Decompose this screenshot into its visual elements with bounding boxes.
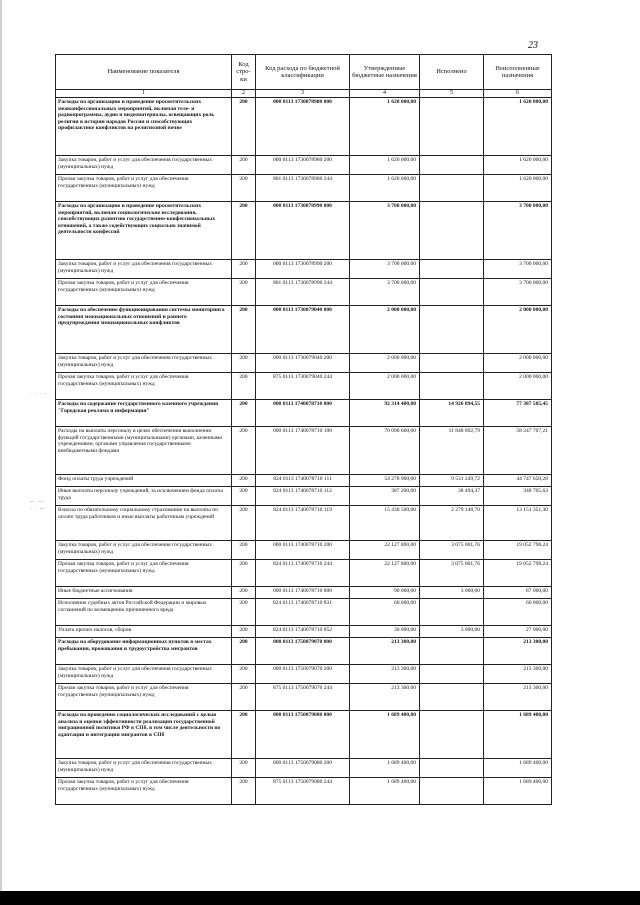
- cell-name: Расходы на обеспечение функционирования системы мониторинга состояния межнациональных отношений и раннего предупреждения межнациональных конфликтов: [56, 306, 232, 354]
- cell-name: Иные выплаты персоналу учреждений, за исключением фонда оплаты труда: [56, 487, 232, 506]
- cell-expense-code: 000 0113 1740078710 800: [256, 587, 350, 599]
- column-number: 2: [232, 90, 256, 98]
- column-number: 5: [420, 90, 484, 98]
- cell-approved: 2 000 000,00: [350, 373, 420, 400]
- cell-executed: [420, 665, 484, 684]
- cell-line-code: 200: [232, 98, 256, 156]
- page-number: 23: [528, 40, 538, 51]
- table-body: [56, 98, 552, 805]
- cell-executed: [420, 260, 484, 279]
- cell-unexecuted: 13 151 351,30: [484, 506, 552, 541]
- table-row: [56, 506, 552, 541]
- cell-executed: [420, 373, 484, 400]
- cell-approved: 3 700 000,00: [350, 202, 420, 260]
- cell-executed: [420, 279, 484, 306]
- cell-unexecuted: 3 700 000,00: [484, 260, 552, 279]
- cell-executed: 9 531 249,72: [420, 475, 484, 487]
- cell-approved: 1 620 000,00: [350, 98, 420, 156]
- header-line-code: Код стро-ки: [232, 55, 256, 90]
- cell-unexecuted: 1 689 400,00: [484, 759, 552, 778]
- cell-approved: 30 000,00: [350, 626, 420, 638]
- column-number: 6: [484, 90, 552, 98]
- table-row: [56, 400, 552, 427]
- cell-executed: [420, 156, 484, 175]
- cell-approved: 54 278 900,00: [350, 475, 420, 487]
- budget-report-table: [55, 54, 552, 805]
- cell-approved: 22 127 800,00: [350, 560, 420, 587]
- header-expense-code: Код расхода по бюджетной классификации: [256, 55, 350, 90]
- cell-executed: 14 926 894,55: [420, 400, 484, 427]
- cell-approved: 70 096 600,00: [350, 427, 420, 475]
- table-row: [56, 778, 552, 805]
- cell-approved: 2 000 000,00: [350, 354, 420, 373]
- cell-line-code: 200: [232, 626, 256, 638]
- cell-executed: 2 279 148,70: [420, 506, 484, 541]
- cell-approved: 22 127 800,00: [350, 541, 420, 560]
- cell-expense-code: 875 0113 1750079080 244: [256, 778, 350, 805]
- cell-line-code: 200: [232, 665, 256, 684]
- margin-mark: — —: [30, 500, 45, 505]
- cell-executed: [420, 354, 484, 373]
- cell-line-code: 200: [232, 279, 256, 306]
- cell-approved: 1 620 000,00: [350, 156, 420, 175]
- cell-expense-code: 801 0113 1730078990 244: [256, 279, 350, 306]
- cell-unexecuted: 348 705,63: [484, 487, 552, 506]
- cell-unexecuted: 60 000,00: [484, 599, 552, 626]
- cell-expense-code: 000 0113 1730078980 200: [256, 156, 350, 175]
- cell-line-code: 200: [232, 427, 256, 475]
- table-row: [56, 427, 552, 475]
- cell-name: Закупка товаров, работ и услуг для обеспечения государственных (муниципальных) нужд: [56, 759, 232, 778]
- cell-executed: [420, 638, 484, 665]
- cell-executed: [420, 202, 484, 260]
- cell-expense-code: 000 0113 1750079070 000: [256, 638, 350, 665]
- cell-name: Расходы на проведение социологических исследований с целью анализа и оценки эффективности реализации государственной миграционной политики РФ в СПб, в том числе деятельности по адаптации и интеграции мигрантов в СПб: [56, 711, 232, 759]
- table-row: [56, 487, 552, 506]
- cell-name: Исполнение судебных актов Российской Федерации и мировых соглашений по возмещению причиненного вреда: [56, 599, 232, 626]
- scan-bottom-edge: [0, 891, 640, 905]
- cell-expense-code: 801 0113 1730078980 244: [256, 175, 350, 202]
- cell-unexecuted: 87 000,00: [484, 587, 552, 599]
- cell-line-code: 200: [232, 487, 256, 506]
- table-row: [56, 306, 552, 354]
- report-table-container: [55, 54, 551, 805]
- cell-expense-code: 824 0113 1740078710 244: [256, 560, 350, 587]
- cell-name: Фонд оплаты труда учреждений: [56, 475, 232, 487]
- cell-line-code: 200: [232, 400, 256, 427]
- cell-approved: 1 689 400,00: [350, 778, 420, 805]
- header-approved: Утвержденные бюджетные назначения: [350, 55, 420, 90]
- cell-name: Расходы на организацию и проведение просветительских мероприятий, включая социологические исследования, способствующих развитию государственно-конфессиональных отношений, а также содействующих социально значимой деятельности конфессий: [56, 202, 232, 260]
- table-row: [56, 599, 552, 626]
- cell-executed: 3 000,00: [420, 626, 484, 638]
- cell-executed: [420, 759, 484, 778]
- table-row: [56, 260, 552, 279]
- cell-executed: [420, 711, 484, 759]
- cell-executed: [420, 175, 484, 202]
- cell-approved: 1 689 400,00: [350, 711, 420, 759]
- cell-line-code: 200: [232, 587, 256, 599]
- table-row: [56, 560, 552, 587]
- table-row: [56, 373, 552, 400]
- cell-line-code: 200: [232, 711, 256, 759]
- cell-executed: [420, 98, 484, 156]
- cell-expense-code: 824 0113 1740078710 112: [256, 487, 350, 506]
- cell-expense-code: 000 0113 1740078710 100: [256, 427, 350, 475]
- cell-line-code: 200: [232, 354, 256, 373]
- cell-approved: 15 430 500,00: [350, 506, 420, 541]
- table-row: [56, 759, 552, 778]
- cell-approved: 92 314 400,00: [350, 400, 420, 427]
- cell-approved: 1 620 000,00: [350, 175, 420, 202]
- cell-line-code: 200: [232, 684, 256, 711]
- cell-executed: 3 075 001,76: [420, 541, 484, 560]
- cell-expense-code: 000 0113 1750079080 200: [256, 759, 350, 778]
- table-row: [56, 202, 552, 260]
- table-row: [56, 279, 552, 306]
- cell-name: Расходы на организацию и проведение просветительских межконфессиональных мероприятий, включая теле- и радиопрограммы, аудио и видеоматериалы, освещающих роль религии в истории народов России и способствующих профилактике конфликтов на религиозной почве: [56, 98, 232, 156]
- cell-unexecuted: 1 689 400,00: [484, 778, 552, 805]
- cell-unexecuted: 19 052 798,24: [484, 541, 552, 560]
- table-row: [56, 98, 552, 156]
- table-row: [56, 665, 552, 684]
- cell-executed: 3 075 001,76: [420, 560, 484, 587]
- cell-unexecuted: 44 747 650,28: [484, 475, 552, 487]
- cell-executed: [420, 306, 484, 354]
- cell-unexecuted: 19 052 798,24: [484, 560, 552, 587]
- cell-unexecuted: 213 300,00: [484, 638, 552, 665]
- cell-expense-code: 000 0113 1730079040 000: [256, 306, 350, 354]
- cell-expense-code: 000 0113 1740078710 200: [256, 541, 350, 560]
- cell-name: Закупка товаров, работ и услуг для обеспечения государственных (муниципальных) нужд: [56, 665, 232, 684]
- table-header-row: [56, 55, 552, 90]
- cell-unexecuted: 3 700 000,00: [484, 202, 552, 260]
- cell-expense-code: 824 0113 1740078710 119: [256, 506, 350, 541]
- table-row: [56, 587, 552, 599]
- cell-executed: 3 000,00: [420, 587, 484, 599]
- cell-line-code: 200: [232, 156, 256, 175]
- column-number: 1: [56, 90, 232, 98]
- cell-unexecuted: 3 700 000,00: [484, 279, 552, 306]
- cell-line-code: 200: [232, 175, 256, 202]
- cell-expense-code: 000 0113 1740078710 000: [256, 400, 350, 427]
- cell-expense-code: 000 0113 1750079080 000: [256, 711, 350, 759]
- cell-expense-code: 875 0113 1730079040 244: [256, 373, 350, 400]
- cell-line-code: 200: [232, 260, 256, 279]
- cell-name: Иные бюджетные ассигнования: [56, 587, 232, 599]
- cell-name: Закупка товаров, работ и услуг для обеспечения государственных (муниципальных) нужд: [56, 156, 232, 175]
- cell-name: Закупка товаров, работ и услуг для обеспечения государственных (муниципальных) нужд: [56, 354, 232, 373]
- cell-approved: 2 000 000,00: [350, 306, 420, 354]
- cell-unexecuted: 2 000 000,00: [484, 354, 552, 373]
- cell-line-code: 200: [232, 560, 256, 587]
- cell-line-code: 200: [232, 506, 256, 541]
- margin-mark: · · · · ·: [30, 392, 53, 397]
- table-row: [56, 638, 552, 665]
- cell-expense-code: 000 0113 1730079040 200: [256, 354, 350, 373]
- header-name: Наименование показателя: [56, 55, 232, 90]
- table-row: [56, 475, 552, 487]
- column-number: 4: [350, 90, 420, 98]
- cell-unexecuted: 2 000 000,00: [484, 373, 552, 400]
- cell-unexecuted: 1 689 400,00: [484, 711, 552, 759]
- cell-line-code: 200: [232, 638, 256, 665]
- cell-name: Прочая закупка товаров, работ и услуг для обеспечения государственных (муниципальных) нужд: [56, 373, 232, 400]
- cell-expense-code: 000 0113 1730078980 000: [256, 98, 350, 156]
- cell-unexecuted: 1 620 000,00: [484, 156, 552, 175]
- cell-unexecuted: 2 000 000,00: [484, 306, 552, 354]
- cell-approved: 90 000,00: [350, 587, 420, 599]
- table-row: [56, 626, 552, 638]
- cell-line-code: 200: [232, 599, 256, 626]
- cell-executed: [420, 778, 484, 805]
- cell-expense-code: 875 0113 1750079070 244: [256, 684, 350, 711]
- cell-expense-code: 824 0113 1740078710 111: [256, 475, 350, 487]
- cell-approved: 3 700 000,00: [350, 260, 420, 279]
- cell-approved: 213 300,00: [350, 684, 420, 711]
- column-number: 3: [256, 90, 350, 98]
- cell-unexecuted: 1 620 000,00: [484, 98, 552, 156]
- scan-edge: [0, 0, 2, 905]
- cell-name: Прочая закупка товаров, работ и услуг для обеспечения государственных (муниципальных) нужд: [56, 778, 232, 805]
- margin-mark: · · —: [30, 507, 46, 512]
- cell-line-code: 200: [232, 541, 256, 560]
- cell-executed: 38 494,37: [420, 487, 484, 506]
- cell-expense-code: 000 0113 1750079070 200: [256, 665, 350, 684]
- cell-expense-code: 824 0113 1740078710 852: [256, 626, 350, 638]
- header-executed: Исполнено: [420, 55, 484, 90]
- cell-name: Закупка товаров, работ и услуг для обеспечения государственных (муниципальных) нужд: [56, 541, 232, 560]
- cell-approved: 1 689 400,00: [350, 759, 420, 778]
- cell-executed: 11 848 892,79: [420, 427, 484, 475]
- table-row: [56, 354, 552, 373]
- cell-line-code: 200: [232, 759, 256, 778]
- cell-executed: [420, 599, 484, 626]
- cell-approved: 60 000,00: [350, 599, 420, 626]
- cell-approved: 213 300,00: [350, 665, 420, 684]
- cell-unexecuted: 1 620 000,00: [484, 175, 552, 202]
- cell-unexecuted: 27 000,00: [484, 626, 552, 638]
- cell-name: Прочая закупка товаров, работ и услуг для обеспечения государственных (муниципальных) нужд: [56, 560, 232, 587]
- table-row: [56, 156, 552, 175]
- cell-line-code: 200: [232, 306, 256, 354]
- cell-unexecuted: 58 247 707,21: [484, 427, 552, 475]
- cell-executed: [420, 684, 484, 711]
- cell-line-code: 200: [232, 778, 256, 805]
- table-row: [56, 711, 552, 759]
- cell-name: Закупка товаров, работ и услуг для обеспечения государственных (муниципальных) нужд: [56, 260, 232, 279]
- header-unexecuted: Неисполненные назначения: [484, 55, 552, 90]
- cell-expense-code: 824 0113 1740078710 831: [256, 599, 350, 626]
- cell-line-code: 200: [232, 202, 256, 260]
- cell-unexecuted: 213 300,00: [484, 665, 552, 684]
- cell-name: Расходы на выплаты персоналу в целях обеспечения выполнения функций государственными (муниципальными) органами, казенными учреждениями, органами управления государственными внебюджетными фондами: [56, 427, 232, 475]
- cell-name: Взносы по обязательному социальному страхованию на выплаты по оплате труда работников и иные выплаты работникам учреждений: [56, 506, 232, 541]
- cell-approved: 213 300,00: [350, 638, 420, 665]
- cell-name: Прочая закупка товаров, работ и услуг для обеспечения государственных (муниципальных) нужд: [56, 279, 232, 306]
- cell-unexecuted: 77 387 505,45: [484, 400, 552, 427]
- table-row: [56, 541, 552, 560]
- cell-line-code: 200: [232, 475, 256, 487]
- cell-expense-code: 000 0113 1730078990 200: [256, 260, 350, 279]
- cell-expense-code: 000 0113 1730078990 000: [256, 202, 350, 260]
- table-row: [56, 684, 552, 711]
- table-row: [56, 175, 552, 202]
- cell-approved: 3 700 000,00: [350, 279, 420, 306]
- cell-name: Прочая закупка товаров, работ и услуг для обеспечения государственных (муниципальных) нужд: [56, 684, 232, 711]
- cell-name: Расходы на оборудование информационных пунктов в местах пребывания, проживания и трудоустройства мигрантов: [56, 638, 232, 665]
- column-number-row: [56, 90, 552, 98]
- cell-name: Уплата прочих налогов, сборов: [56, 626, 232, 638]
- cell-line-code: 200: [232, 373, 256, 400]
- cell-name: Прочая закупка товаров, работ и услуг для обеспечения государственных (муниципальных) нужд: [56, 175, 232, 202]
- cell-approved: 387 200,00: [350, 487, 420, 506]
- cell-unexecuted: 213 300,00: [484, 684, 552, 711]
- cell-name: Расходы на содержание государственного казенного учреждения "Городская реклама и информация": [56, 400, 232, 427]
